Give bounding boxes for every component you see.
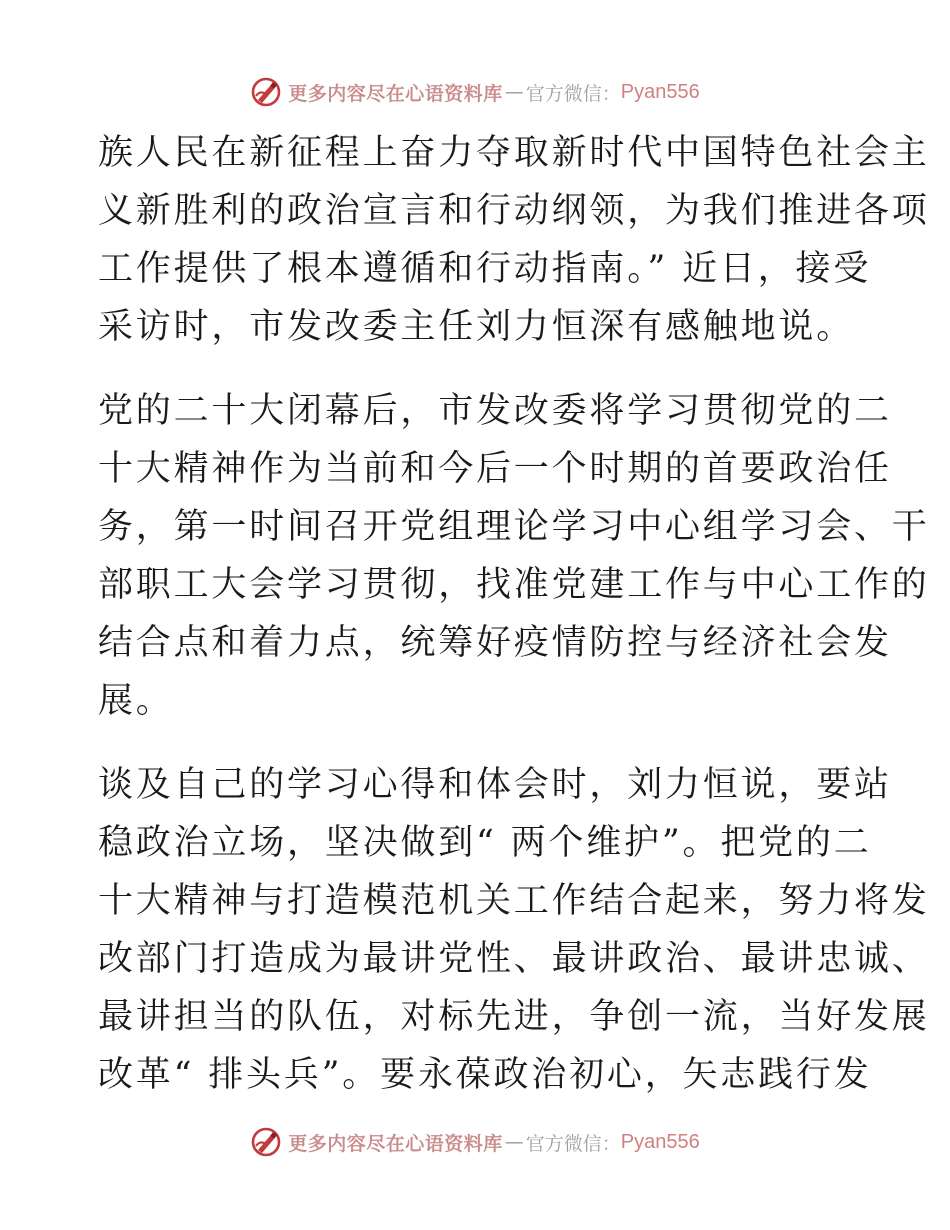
paragraph <box>98 124 930 356</box>
promo-text: 更多内容尽在心语资料库 <box>288 82 503 105</box>
wechat-label: 官方微信： <box>525 82 621 105</box>
footer-banner <box>0 1122 950 1162</box>
pen-logo-icon <box>250 1126 282 1158</box>
text-line: 十大精神与打造模范机关工作结合起来，努力将发 <box>98 881 930 921</box>
text-line: 结合点和着力点，统筹好疫情防控与经济社会发 <box>98 623 892 663</box>
text-line: 务，第一时间召开党组理论学习中心组学习会、干 <box>98 507 930 547</box>
paragraph <box>98 382 930 730</box>
wechat-label: 官方微信： <box>525 1132 621 1155</box>
text-line: 党的二十大闭幕后，市发改委将学习贯彻党的二 <box>98 391 892 431</box>
text-line: 十大精神作为当前和今后一个时期的首要政治任 <box>98 449 892 489</box>
separator-dash: — <box>504 81 524 103</box>
wechat-id: Pyan556 <box>620 1130 700 1153</box>
text-line: 改部门打造成为最讲党性、最讲政治、最讲忠诚、 <box>98 939 930 979</box>
wechat-id: Pyan556 <box>620 80 700 103</box>
text-line: 工作提供了根本遵循和行动指南。” 近日，接受 <box>98 249 872 289</box>
paragraph <box>98 756 930 1104</box>
text-line: 部职工大会学习贯彻，找准党建工作与中心工作的 <box>98 565 930 605</box>
document-body <box>98 124 930 1130</box>
text-line: 采访时，市发改委主任刘力恒深有感触地说。 <box>98 307 855 347</box>
pen-logo-icon <box>250 76 282 108</box>
separator-dash: — <box>504 1131 524 1153</box>
text-line: 最讲担当的队伍，对标先进，争创一流，当好发展 <box>98 997 930 1037</box>
promo-text: 更多内容尽在心语资料库 <box>288 1132 503 1155</box>
text-line: 谈及自己的学习心得和体会时，刘力恒说，要站 <box>98 765 892 805</box>
text-line: 族人民在新征程上奋力夺取新时代中国特色社会主 <box>98 133 930 173</box>
text-line: 义新胜利的政治宣言和行动纲领，为我们推进各项 <box>98 191 930 231</box>
text-line: 改革“ 排头兵”。要永葆政治初心，矢志践行发 <box>98 1055 872 1095</box>
text-line: 展。 <box>98 681 174 721</box>
text-line: 稳政治立场，坚决做到“ 两个维护”。把党的二 <box>98 823 872 863</box>
header-banner <box>0 72 950 112</box>
